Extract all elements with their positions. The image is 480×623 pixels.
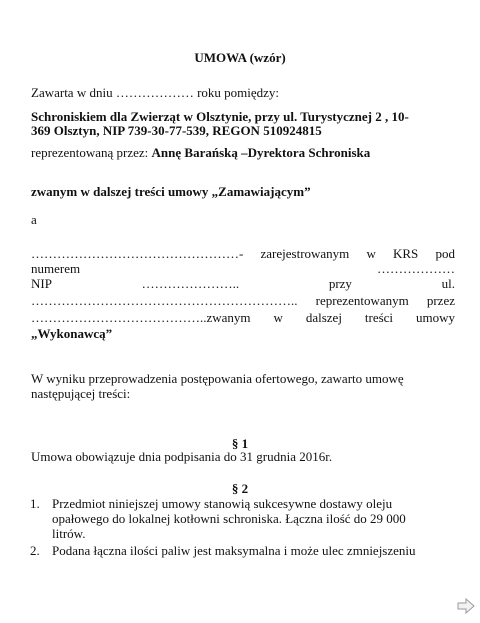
party1-line2: 369 Olsztyn, NIP 739-30-77-539, REGON 510924815: [31, 123, 322, 138]
list-item-1-line1: Przedmiot niniejszej umowy stanowią sukcesywne dostawy oleju: [52, 496, 393, 511]
document-title: UMOWA (wzór): [194, 50, 286, 65]
contract-date-line: [31, 85, 279, 100]
party2-row3-word: ul.: [441, 276, 455, 291]
party2-row5-word: treści: [364, 310, 394, 325]
intro-line1: W wyniku przeprowadzenia postępowania ofertowego, zawarto umowę: [31, 371, 404, 386]
list-item-2-line1: Podana łączna ilości paliw jest maksymalna i może ulec zmniejszeniu: [52, 543, 416, 558]
party2-name-placeholder: …………………………………………-: [31, 246, 244, 261]
represented-prefix: reprezentowaną przez:: [31, 145, 149, 160]
list-item-number: 2.: [30, 543, 40, 558]
krs-number-placeholder: ………………: [377, 261, 455, 276]
date-suffix: roku pomiędzy:: [197, 85, 280, 100]
nip-label: NIP: [31, 276, 52, 291]
party2-row5-word: umowy: [416, 310, 455, 325]
section-heading-1: § 1: [231, 436, 249, 451]
section-1-text: Umowa obowiązuje dnia podpisania do 31 grudnia 2016r.: [31, 449, 333, 464]
represented-line: [31, 145, 370, 160]
party2-row5: [31, 310, 455, 325]
party2-row5-word: w: [273, 310, 283, 325]
party2-row5-word: dalszej: [305, 310, 342, 325]
nip-placeholder: …………………..: [141, 276, 240, 291]
section-heading-2: § 2: [231, 481, 249, 496]
party2-row3-word: przy: [328, 276, 352, 291]
party2-row3: [31, 276, 455, 291]
address-placeholder: ……………………………………………………..: [31, 293, 298, 308]
list-item-number: 1.: [30, 496, 40, 511]
party2-row2-word: numerem: [31, 261, 81, 276]
party2-row4-word: reprezentowanym: [315, 293, 409, 308]
party2-row4-word: przez: [426, 293, 455, 308]
intro-line2: następującej treści:: [31, 386, 131, 401]
conjunction-a: a: [31, 212, 37, 227]
list-item-1-line3: litrów.: [52, 526, 86, 541]
party2-row1-word: w: [366, 246, 376, 261]
representative-placeholder: …………………………………..zwanym: [31, 310, 251, 325]
party2-row1: [31, 246, 455, 261]
date-placeholder: ………………: [115, 85, 194, 100]
wykonawca-label: „Wykonawcą”: [31, 326, 113, 341]
list-item-1-line2: opałowego do lokalnej kotłowni schroniska. Łączna ilość do 29 000: [52, 511, 406, 526]
party2-row4: [31, 293, 455, 308]
party2-row1-word: zarejestrowanym: [260, 246, 350, 261]
next-page-arrow-icon[interactable]: [456, 598, 476, 614]
date-prefix: Zawarta w dniu: [31, 85, 113, 100]
party2-row2: [31, 261, 455, 276]
party1-line1: Schroniskiem dla Zwierząt w Olsztynie, przy ul. Turystycznej 2 , 10-: [31, 109, 409, 124]
represented-name: Annę Barańską –Dyrektora Schroniska: [151, 145, 371, 160]
party2-row1-word: pod: [435, 246, 455, 261]
zamawiajacy-line: zwanym w dalszej treści umowy „Zamawiającym”: [31, 184, 311, 199]
party2-row1-word: KRS: [393, 246, 419, 261]
